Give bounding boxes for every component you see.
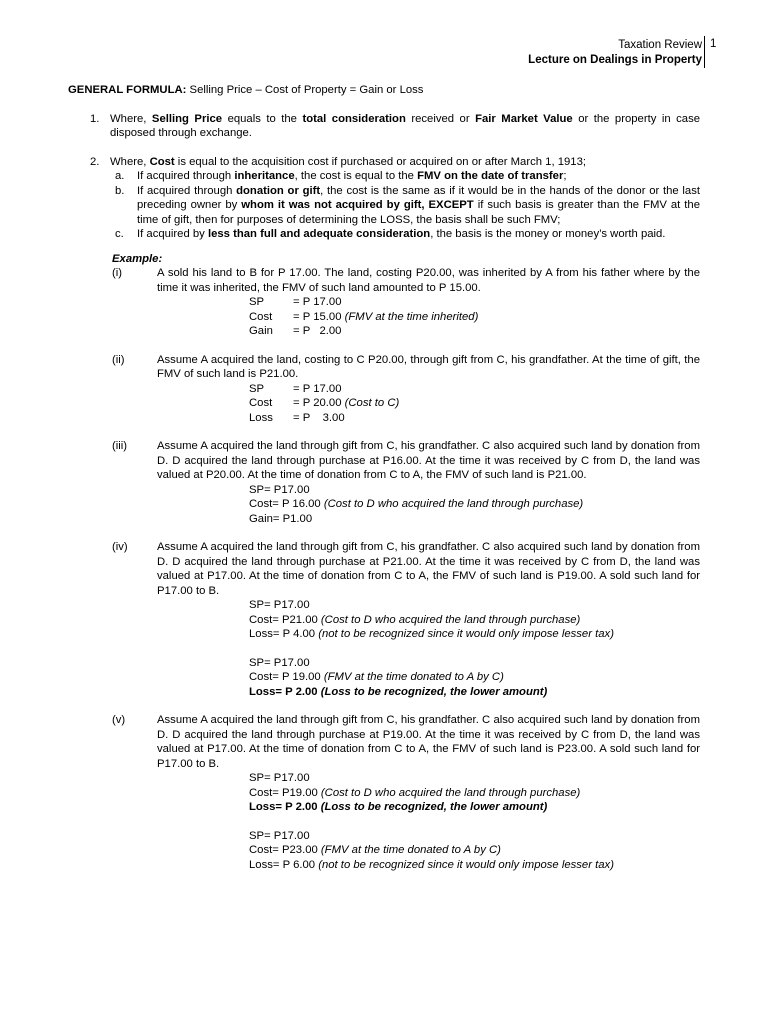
example-1-calculation: SP = P 17.00 Cost = P 15.00 (FMV at the time inherited) Gain = P 2.00	[249, 296, 479, 337]
example-3-calculation: SP= P17.00 Cost= P 16.00 (Cost to D who acquired the land through purchase) Gain= P1.00	[249, 483, 584, 525]
example-number: (iii)	[112, 440, 128, 452]
example-4-calculation: SP= P17.00 Cost= P21.00 (Cost to D who acquired the land through purchase) Loss= P 4.00 (not to be recognized since it would only impose lesser tax) SP= P17.00 Cost= P 19.00 (FMV at the time donated to A by C) Loss= P 2.00 (Loss to be recognized, the lower amount)	[249, 599, 614, 698]
example-text: Assume A acquired the land through gift from C, his grandfather. C also acquired such land by donation from D. D acquired the land through purchase at P16.00. At the time it was received by C from D, the land was valued at P20.00. At the time of donation from C to A, the FMV of such land is P21.00.	[157, 440, 700, 481]
list-item-text: Where, Selling Price equals to the total consideration received or Fair Market Value or the property in case disposed through exchange.	[110, 112, 700, 139]
example-number: (v)	[112, 714, 126, 726]
general-formula-label: GENERAL FORMULA:	[68, 84, 187, 96]
example-5-calculation: SP= P17.00 Cost= P19.00 (Cost to D who acquired the land through purchase) Loss= P 2.00 (Loss to be recognized, the lower amount) SP= P17.00 Cost= P23.00 (FMV at the time donated to A by C) Loss= P 6.00 (not to be recognized since it would only impose lesser tax)	[249, 772, 614, 871]
example-3	[112, 439, 700, 483]
list-item-1	[68, 112, 700, 141]
list-item-text: Where, Cost is equal to the acquisition cost if purchased or acquired on or after March 1, 1913; a. If acquired through inheritance, the cost is equal to the FMV on the date of transfer; b. If acquired through donation or gift, the cost is the same as if it would be in the hands of the donor or the last preceding owner by whom it was not acquired by gift, EXCEPT if such basis is greater than the FMV at the time of gift, then for purposes of determining the LOSS, the basis shall be such FMV; c. If acquired by less than full and adequate consideration, the basis is the money or money’s worth paid.	[110, 155, 701, 240]
example-4	[112, 540, 700, 598]
example-number: (i)	[112, 267, 123, 279]
example-text: Assume A acquired the land through gift from C, his grandfather. C also acquired such land by donation from D. D acquired the land through purchase at P19.00. At the time it was received by C from D, the land was valued at P17.00. At the time of donation from C to A, the FMV of such land is P23.00. A sold such land for P17.00 to B.	[157, 714, 700, 770]
sub-item-b: b. If acquired through donation or gift, the cost is the same as if it would be in the hands of the donor or the last preceding owner by whom it was not acquired by gift, EXCEPT if such basis is greater than the FMV at the time of gift, then for purposes of determining the LOSS, the basis shall be such FMV;	[115, 184, 701, 226]
header-title: Taxation Review	[618, 39, 702, 51]
sub-item-c: c. If acquired by less than full and adequate consideration, the basis is the money or money’s worth paid.	[115, 228, 666, 240]
sub-item-a: a. If acquired through inheritance, the cost is equal to the FMV on the date of transfer;	[115, 170, 567, 182]
example-text: A sold his land to B for P 17.00. The land, costing P20.00, was inherited by A from his father where by the time it was inherited, the FMV of such land amounted to P 15.00.	[157, 267, 700, 294]
example-heading: Example:	[112, 252, 163, 265]
example-1	[112, 266, 700, 295]
header-subtitle: Lecture on Dealings in Property	[528, 54, 702, 66]
example-number: (iv)	[112, 541, 128, 553]
example-text: Assume A acquired the land, costing to C P20.00, through gift from C, his grandfather. At the time of gift, the FMV of such land is P21.00.	[157, 353, 700, 380]
list-number: 2.	[90, 155, 100, 168]
example-2	[112, 353, 700, 382]
general-formula	[68, 83, 700, 98]
header-divider	[704, 36, 705, 68]
example-5	[112, 713, 700, 771]
running-header	[528, 38, 702, 68]
list-number: 1.	[90, 112, 100, 125]
example-number: (ii)	[112, 353, 125, 366]
general-formula-text: Selling Price – Cost of Property = Gain or Loss	[189, 84, 424, 96]
page-number: 1	[710, 38, 717, 50]
document-body	[68, 83, 700, 872]
example-text: Assume A acquired the land through gift from C, his grandfather. C also acquired such land by donation from D. D acquired the land through purchase at P21.00. At the time it was received by C from D, the land was valued at P17.00. At the time of donation from C to A, the FMV of such land is P19.00. A sold such land for P17.00 to B.	[157, 541, 700, 597]
list-item-2	[68, 155, 700, 242]
example-2-calculation: SP = P 17.00 Cost = P 20.00 (Cost to C) Loss = P 3.00	[249, 382, 400, 424]
